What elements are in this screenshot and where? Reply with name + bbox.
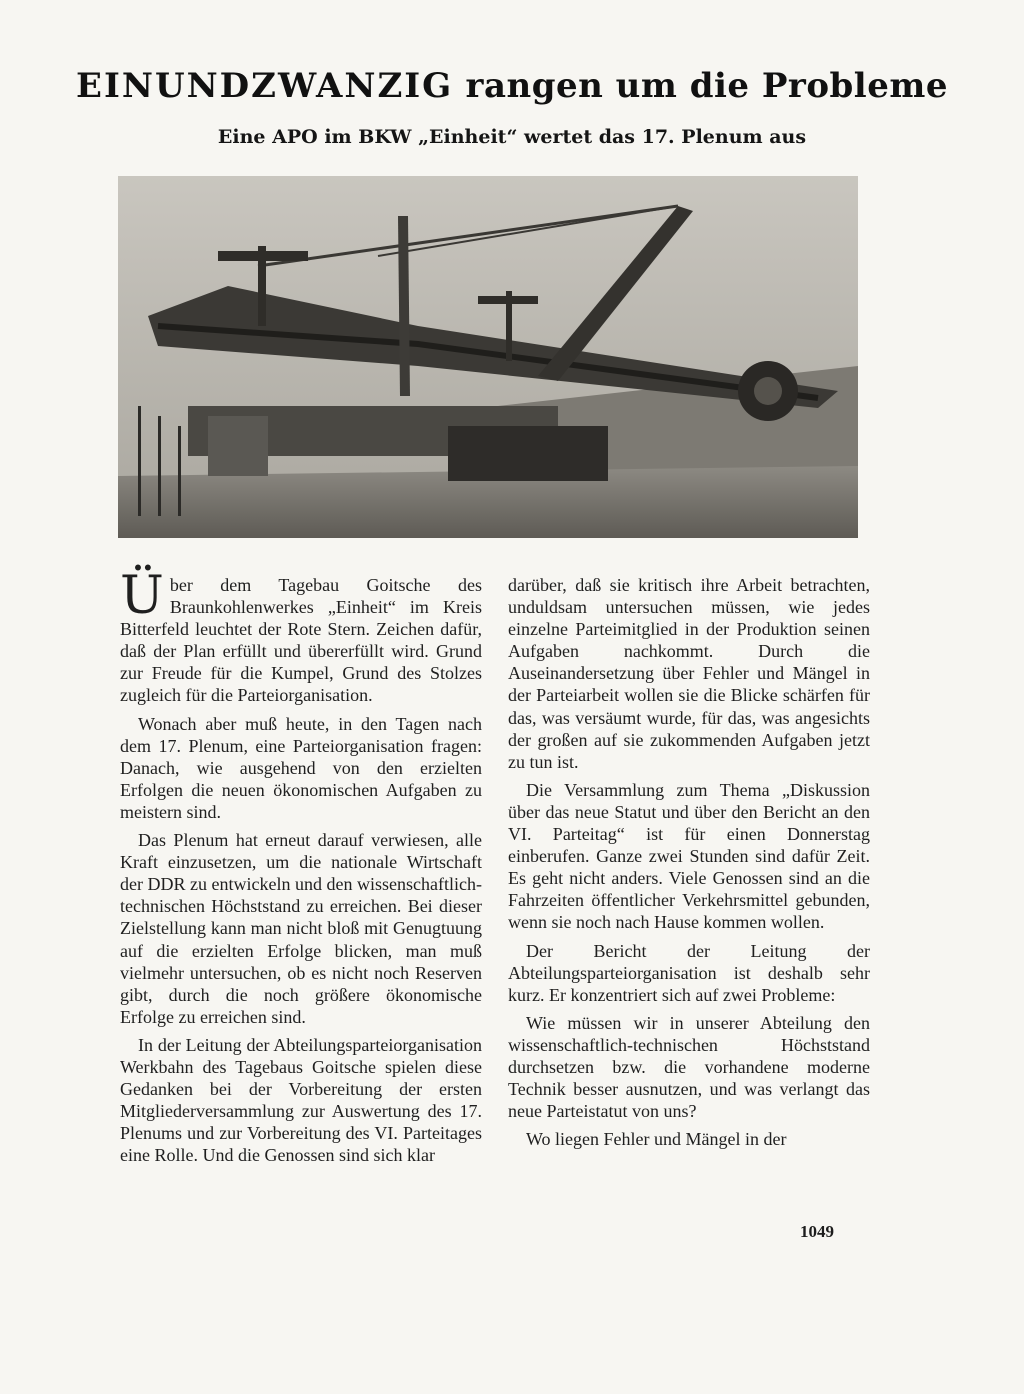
paragraph-4: In der Leitung der Abteilungsparteiorganisation Werkbahn des Tagebaus Goitsche spielen diese Gedanken bei der Vorbereitung der ersten Mitgliederversammlung zur Auswertung des 17. Plenums und zur Vorbereitung des VI. Parteitages eine Rolle. Und die Genossen sind sich klar — [120, 1034, 482, 1166]
paragraph-1-text: ber dem Tagebau Goitsche des Braunkohlenwerkes „Einheit“ im Kreis Bitterfeld leuchtet der Rote Stern. Zeichen dafür, daß der Plan erfüllt und übererfüllt wird. Grund zur Freude für die Kumpel, Grund des Stolzes zugleich für die Parteiorganisation. — [120, 575, 482, 706]
paragraph-6: Die Versammlung zum Thema „Diskussion über das neue Statut und über den Bericht an den VI. Parteitag“ ist für einen Donnerstag einberufen. Ganze zwei Stunden sind dafür Zeit. Es geht nicht anders. Viele Genossen sind an die Fahrzeiten öffentlicher Verkehrsmittel gebunden, wenn sie noch nach Hause kommen wollen. — [508, 779, 870, 933]
article-title-rest: rangen um die Probleme — [465, 66, 948, 106]
paragraph-7: Der Bericht der Leitung der Abteilungsparteiorganisation ist deshalb sehr kurz. Er konzentriert sich auf zwei Probleme: — [508, 940, 870, 1005]
paragraph-5: darüber, daß sie kritisch ihre Arbeit betrachten, unduldsam untersuchen müssen, wie jedes einzelne Parteimitglied in der Produktion seinen Aufgaben nachkommt. Durch die Auseinandersetzung über Fehler und Mängel in der Parteiarbeit wollen sie die Blicke schärfen für das, was versäumt wurde, für das, was angesichts der großen auf sie zukommenden Aufgaben jetzt zu tun ist. — [508, 575, 870, 772]
paragraph-1 — [120, 566, 482, 707]
text-column-left — [120, 566, 482, 1172]
drop-cap: Ü — [120, 566, 164, 626]
paragraph-2: Wonach aber muß heute, in den Tagen nach dem 17. Plenum, eine Parteiorganisation fragen: Danach, wie ausgehend von den erzielten Erfolgen die neuen ökonomischen Aufgaben zu meistern sind. — [120, 713, 482, 822]
article-title-caps: EINUNDZWANZIG — [76, 66, 454, 106]
paragraph-3: Das Plenum hat erneut darauf verwiesen, alle Kraft einzusetzen, um die nationale Wirtschaft der DDR zu entwickeln und den wissenschaftlich-technischen Höchststand zu erreichen. Bei dieser Zielstellung kann man nicht bloß mit Genugtuung auf die erzielten Erfolge blicken, man muß vielmehr untersuchen, ob es nicht noch Reserven gibt, durch die noch größere ökonomische Erfolge zu erreichen sind. — [120, 830, 482, 1027]
paragraph-9: Wo liegen Fehler und Mängel in der — [526, 1129, 787, 1150]
article-subtitle: Eine APO im BKW „Einheit“ wertet das 17. Plenum aus — [217, 126, 807, 148]
bucket-wheel-excavator-photo — [118, 176, 858, 538]
photo-illustration — [118, 176, 858, 538]
text-column-right — [508, 574, 870, 1156]
page-number: 1049 — [800, 1222, 834, 1241]
article-title — [0, 66, 1024, 106]
paragraph-8: Wie müssen wir in unserer Abteilung den wissenschaftlich-technischen Höchststand durchsetzen bzw. die vorhandene moderne Technik besser ausnutzen, und was verlangt das neue Parteistatut von uns? — [508, 1012, 870, 1122]
